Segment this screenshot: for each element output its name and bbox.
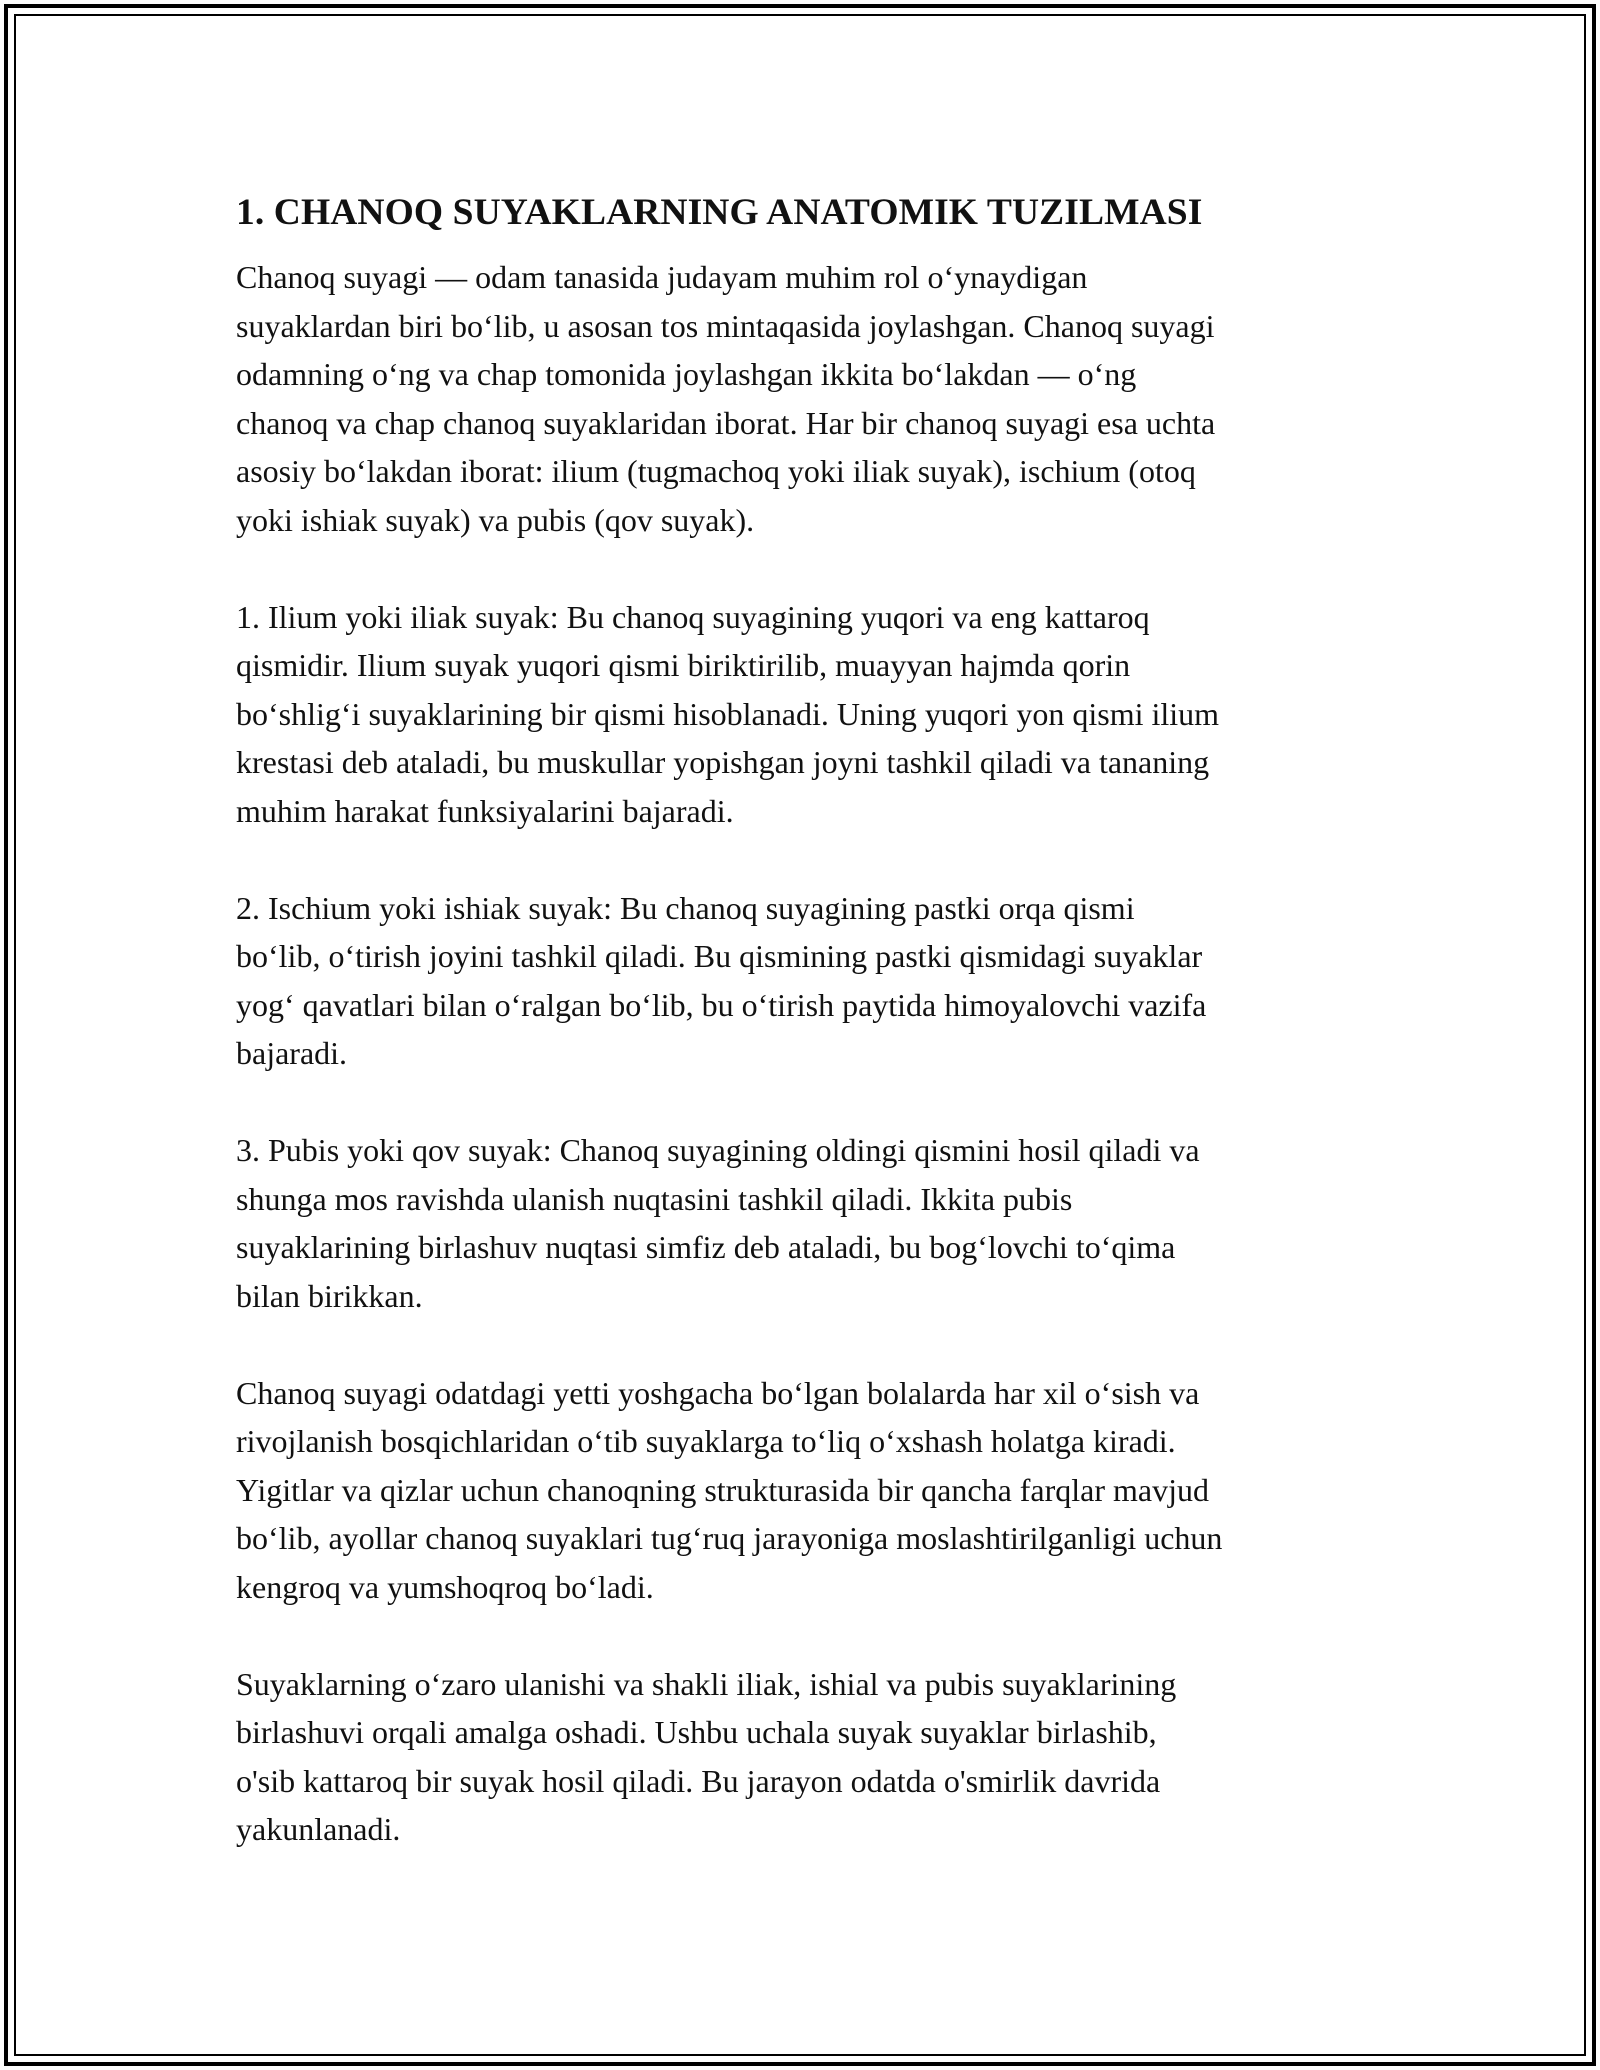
text-line: rivojlanish bosqichlaridan o‘tib suyaklarga to‘liq o‘xshash holatga kiradi. <box>236 1423 1176 1459</box>
text-line: kengroq va yumshoqroq bo‘ladi. <box>236 1568 654 1605</box>
text-line: bilan birikkan. <box>236 1277 423 1314</box>
paragraph-pubis <box>236 1126 1371 1320</box>
text-line: suyaklardan biri bo‘lib, u asosan tos mintaqasida joylashgan. Chanoq suyagi <box>236 307 1215 344</box>
paragraph-intro <box>236 253 1371 544</box>
text-line: bo‘lib, o‘tirish joyini tashkil qiladi. Bu qismining pastki qismidagi suyaklar <box>236 938 1203 974</box>
text-line: yakunlanadi. <box>236 1811 401 1847</box>
paragraph-ischium <box>236 884 1371 1078</box>
paragraph-ilium <box>236 593 1371 836</box>
document-body <box>236 185 1371 1902</box>
text-line: chanoq va chap chanoq suyaklaridan iborat. Har bir chanoq suyagi esa uchta <box>236 404 1216 441</box>
section-title: 1. CHANOQ SUYAKLARNING ANATOMIK TUZILMASI <box>236 192 1203 233</box>
text-line: odamning o‘ng va chap tomonida joylashgan ikkita bo‘lakdan — o‘ng <box>236 356 1137 392</box>
paragraph-fusion <box>236 1660 1371 1854</box>
text-line: bo‘shlig‘i suyaklarining bir qismi hisoblanadi. Uning yuqori yon qismi ilium <box>236 695 1220 732</box>
text-line: bajaradi. <box>236 1035 348 1071</box>
text-line: 1. Ilium yoki iliak suyak: Bu chanoq suyagining yuqori va eng kattaroq <box>236 598 1150 635</box>
text-line: krestasi deb ataladi, bu muskullar yopishgan joyni tashkil qiladi va tananing <box>236 744 1210 780</box>
text-line: Suyaklarning o‘zaro ulanishi va shakli iliak, ishial va pubis suyaklarining <box>236 1665 1177 1702</box>
text-line: asosiy bo‘lakdan iborat: ilium (tugmachoq yoki iliak suyak), ischium (otoq <box>236 453 1196 489</box>
text-line: Chanoq suyagi — odam tanasida judayam muhim rol o‘ynaydigan <box>236 259 1088 295</box>
text-line: suyaklarining birlashuv nuqtasi simfiz deb ataladi, bu bog‘lovchi to‘qima <box>236 1229 1176 1265</box>
text-line: yog‘ qavatlari bilan o‘ralgan bo‘lib, bu o‘tirish paytida himoyalovchi vazifa <box>236 986 1207 1023</box>
text-line: Chanoq suyagi odatdagi yetti yoshgacha bo‘lgan bolalarda har xil o‘sish va <box>236 1374 1200 1411</box>
text-line: bo‘lib, ayollar chanoq suyaklari tug‘ruq jarayoniga moslashtirilganligi uchun <box>236 1520 1223 1556</box>
paragraph-development <box>236 1369 1371 1612</box>
text-line: muhim harakat funksiyalarini bajaradi. <box>236 792 734 829</box>
text-line: qismidir. Ilium suyak yuqori qismi biriktirilib, muayyan hajmda qorin <box>236 647 1131 683</box>
text-line: shunga mos ravishda ulanish nuqtasini tashkil qiladi. Ikkita pubis <box>236 1180 1073 1217</box>
text-line: 2. Ischium yoki ishiak suyak: Bu chanoq suyagining pastki orqa qismi <box>236 889 1135 926</box>
text-line: o'sib kattaroq bir suyak hosil qiladi. Bu jarayon odatda o'smirlik davrida <box>236 1762 1161 1799</box>
text-line: 3. Pubis yoki qov suyak: Chanoq suyagining oldingi qismini hosil qiladi va <box>236 1132 1200 1168</box>
text-line: Yigitlar va qizlar uchun chanoqning strukturasida bir qancha farqlar mavjud <box>236 1471 1210 1508</box>
text-line: yoki ishiak suyak) va pubis (qov suyak). <box>236 501 755 538</box>
text-line: birlashuvi orqali amalga oshadi. Ushbu uchala suyak suyaklar birlashib, <box>236 1714 1157 1750</box>
